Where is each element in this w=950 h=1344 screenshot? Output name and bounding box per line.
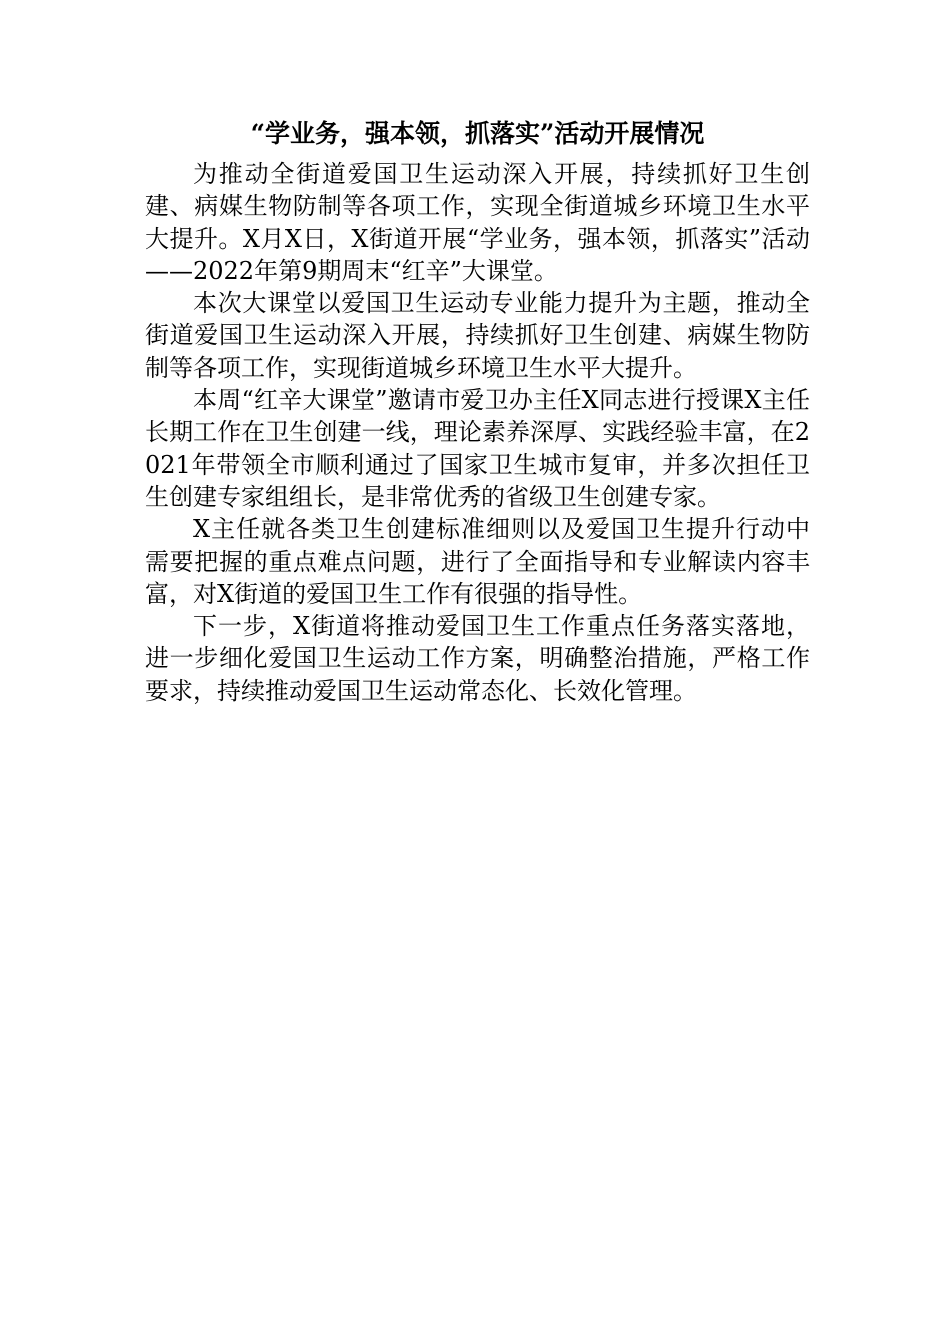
paragraph-next-steps: 下一步，X街道将推动爱国卫生工作重点任务落实落地，进一步细化爱国卫生运动工作方案，明确整治措施，严格工作要求，持续推动爱国卫生运动常态化、长效化管理。 xyxy=(145,612,810,705)
document-body xyxy=(145,118,810,707)
paragraph-guidance: X主任就各类卫生创建标准细则以及爱国卫生提升行动中需要把握的重点难点问题，进行了全面指导和专业解读内容丰富，对X街道的爱国卫生工作有很强的指导性。 xyxy=(145,515,810,608)
paragraph-intro: 为推动全街道爱国卫生运动深入开展，持续抓好卫生创建、病媒生物防制等各项工作，实现全街道城乡环境卫生水平大提升。X月X日，X街道开展“学业务，强本领，抓落实”活动——2022年第9期周末“红辛”大课堂。 xyxy=(145,160,810,285)
paragraph-lecturer: 本周“红辛大课堂”邀请市爱卫办主任X同志进行授课X主任长期工作在卫生创建一线，理论素养深厚、实践经验丰富，在2021年带领全市顺利通过了国家卫生城市复审，并多次担任卫生创建专家组组长，是非常优秀的省级卫生创建专家。 xyxy=(145,386,810,511)
document-title: “学业务，强本领，抓落实”活动开展情况 xyxy=(250,119,705,148)
paragraph-theme: 本次大课堂以爱国卫生运动专业能力提升为主题，推动全街道爱国卫生运动深入开展，持续抓好卫生创建、病媒生物防制等各项工作，实现街道城乡环境卫生水平大提升。 xyxy=(145,289,810,382)
